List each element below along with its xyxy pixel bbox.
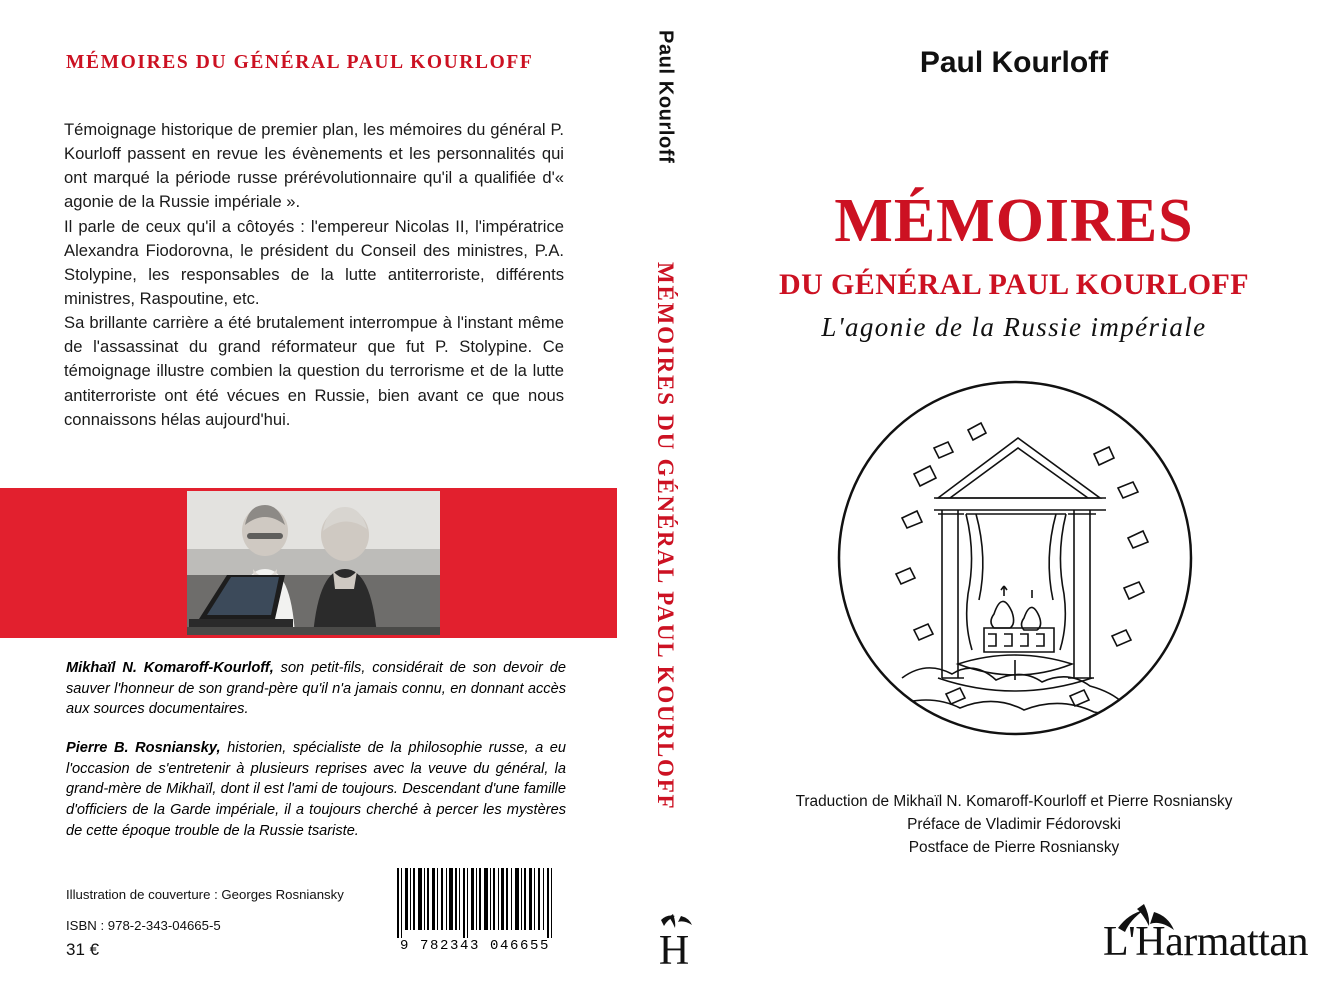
- back-cover-panel: [0, 0, 620, 992]
- spine-author: [620, 30, 710, 260]
- back-cover-blurb: [64, 118, 564, 432]
- barcode-bars: [389, 866, 561, 940]
- spine-title-label: MÉMOIRES DU GÉNÉRAL PAUL KOURLOFF: [653, 262, 678, 811]
- barcode-digits: 9 782343 046655: [399, 938, 551, 954]
- front-subtitle: DU GÉNÉRAL PAUL KOURLOFF: [779, 268, 1249, 301]
- credit-preface: Préface de Vladimir Fédorovski: [907, 816, 1121, 834]
- front-credits: [710, 790, 1318, 859]
- bio-name-komaroff: Mikhaïl N. Komaroff-Kourloff,: [66, 660, 274, 676]
- publisher-logo: [908, 900, 1308, 980]
- illustration-credit: Illustration de couverture : Georges Rosniansky: [66, 887, 344, 902]
- publisher-name: L'Harmattan: [1103, 919, 1308, 965]
- harmattan-logo-icon: [651, 912, 697, 970]
- back-cover-title: MÉMOIRES DU GÉNÉRAL PAUL KOURLOFF: [66, 52, 534, 73]
- isbn-text: ISBN : 978-2-343-04665-5: [66, 918, 221, 933]
- spine-title: [620, 262, 710, 902]
- spine-author-label: Paul Kourloff: [654, 30, 677, 164]
- author-photo: [187, 491, 440, 635]
- bio-name-rosniansky: Pierre B. Rosniansky,: [66, 740, 221, 756]
- blurb-paragraph-3: Sa brillante carrière a été brutalement interrompue à l'instant même de l'assassinat du grand réformateur que fut P. Stolypine. Ce témoignage illustre combien la question du terrorisme et de la lutte antiterroriste ont été vécues en Russie, bien avant ce que nous connaissons hélas aujourd'hui.: [64, 313, 564, 429]
- price-text: 31 €: [66, 940, 100, 959]
- bio-text-komaroff: son petit-fils, considérait de son devoir de sauver l'honneur de son grand-père qu'il n'a jamais connu, en donnant accès aux sources documentaires.: [66, 660, 566, 718]
- bio-text-rosniansky: historien, spécialiste de la philosophie russe, a eu l'occasion de s'entretenir à plusieurs reprises avec la veuve du général, la grand-mère de Mikhaïl, dont il est l'ami de toujours. Descendant d'une famille d'officiers de la Garde impériale, il a toujours cherché à percer les mystères de cette époque trouble de la Russie tsariste.: [66, 740, 567, 839]
- credit-translation: Traduction de Mikhaïl N. Komaroff-Kourloff et Pierre Rosniansky: [795, 793, 1233, 810]
- front-cover-panel: [710, 0, 1318, 992]
- svg-text:H: H: [658, 928, 690, 970]
- blurb-paragraph-2: Il parle de ceux qu'il a côtoyés : l'empereur Nicolas II, l'impératrice Alexandra Fiodorovna, le président du Conseil des ministres, P.A. Stolypine, les responsables de la lutte antiterroriste, différents ministres, Raspoutine, etc.: [64, 216, 564, 308]
- credit-postface: Postface de Pierre Rosniansky: [908, 839, 1120, 857]
- front-title: MÉMOIRES: [834, 187, 1194, 255]
- blurb-paragraph-1: Témoignage historique de premier plan, les mémoires du général P. Kourloff passent en revue les évènements et les personnalités qui ont marqué la période russe prérévolutionnaire qu'il a qualifiée d'« agonie de la Russie impériale ».: [64, 120, 564, 212]
- front-author: Paul Kourloff: [919, 46, 1109, 79]
- front-tagline: L'agonie de la Russie impériale: [821, 312, 1207, 342]
- cover-illustration: [818, 378, 1212, 738]
- biography-komaroff: [66, 658, 566, 720]
- spine-panel: [620, 0, 710, 992]
- barcode: [389, 866, 561, 962]
- biography-rosniansky: [66, 738, 566, 842]
